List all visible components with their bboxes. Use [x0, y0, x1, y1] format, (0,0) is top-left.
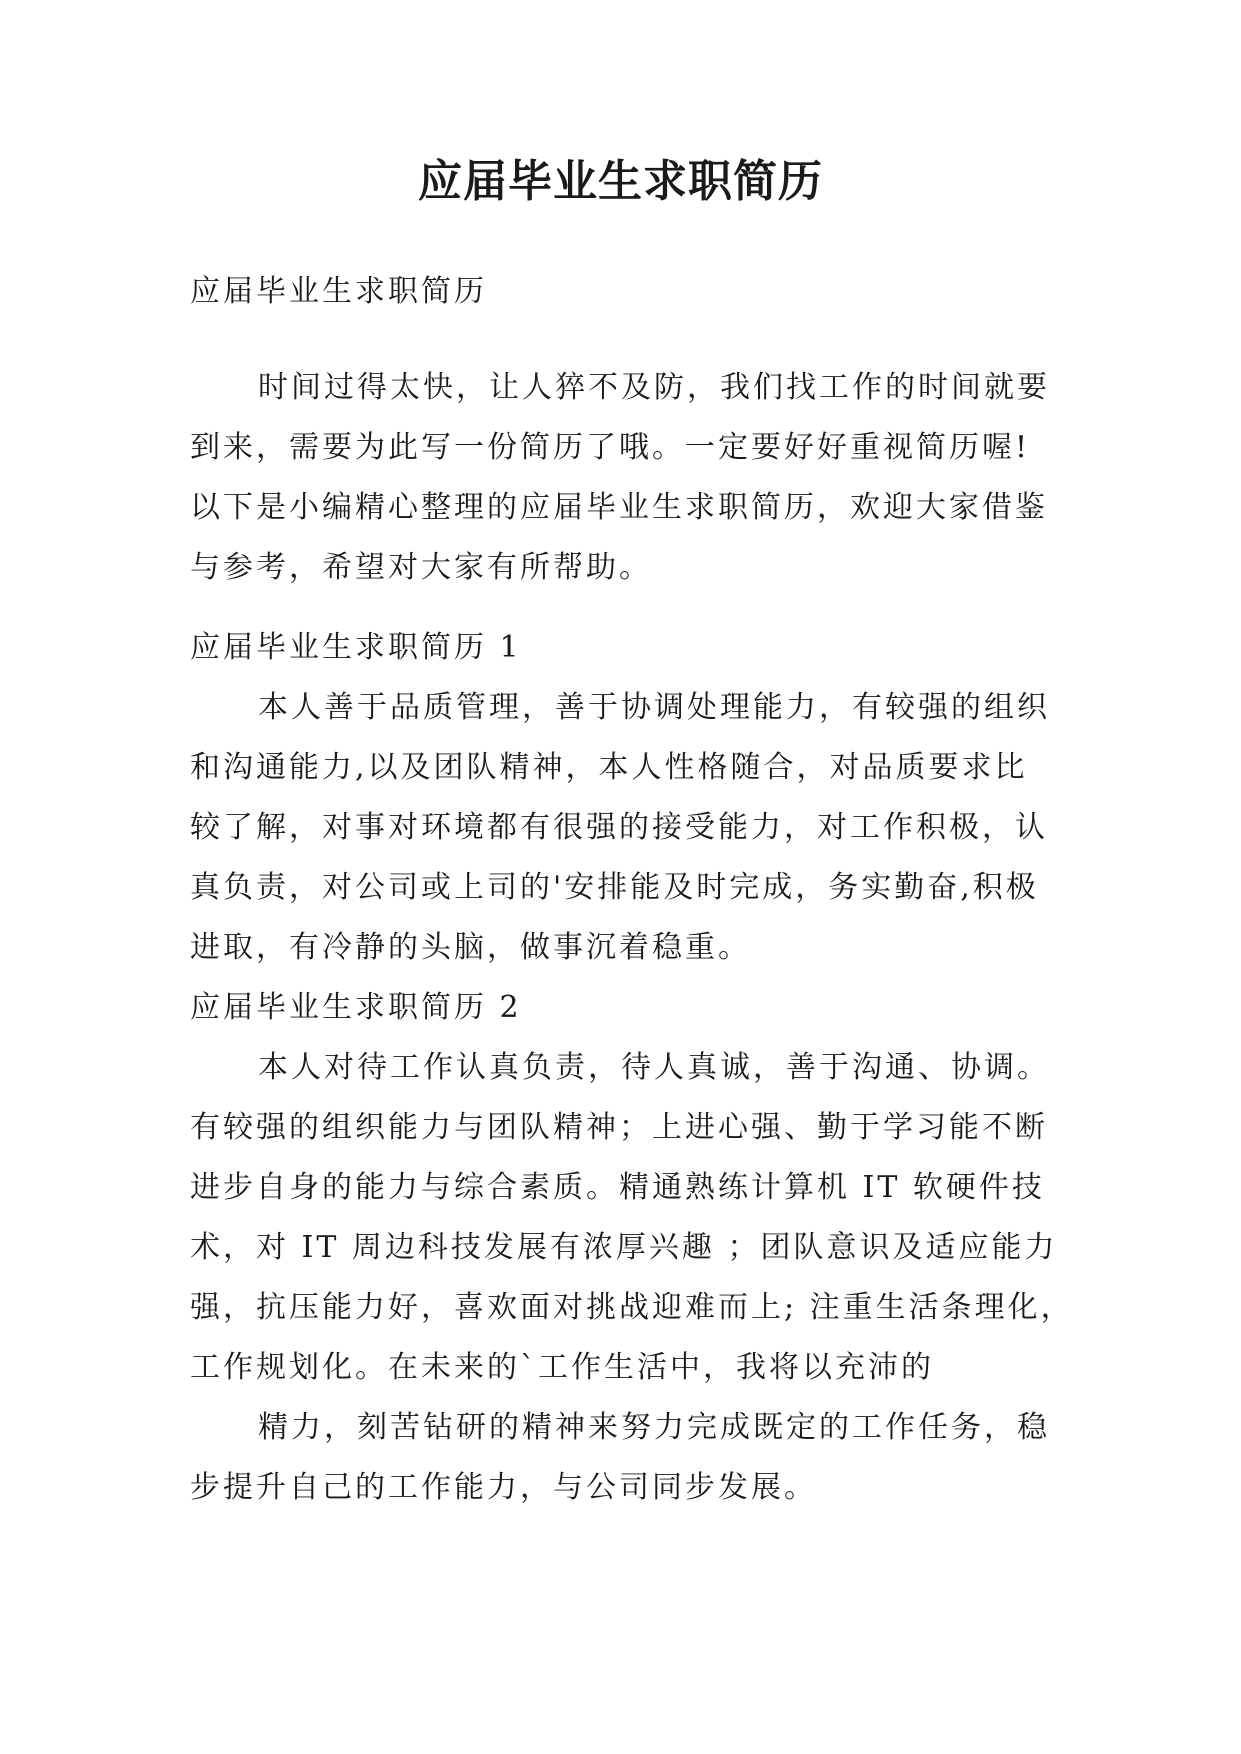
section-1-line: 和沟通能力,以及团队精神，本人性格随合，对品质要求比: [190, 750, 1028, 785]
intro-line: 时间过得太快，让人猝不及防，我们找工作的时间就要: [258, 370, 1050, 405]
section-2-continuation-line: 步提升自己的工作能力，与公司同步发展。: [190, 1470, 817, 1505]
section-2-line: 强，抗压能力好，喜欢面对挑战迎难而上; 注重生活条理化，: [190, 1290, 1074, 1325]
section-1-line: 较了解，对事对环境都有很强的接受能力，对工作积极，认: [190, 810, 1048, 845]
section-1-line: 进取，有冷静的头脑，做事沉着稳重。: [190, 930, 751, 965]
subtitle-text: 应届毕业生求职简历: [190, 274, 487, 309]
section-1-line: 本人善于品质管理，善于协调处理能力，有较强的组织: [258, 690, 1050, 725]
intro-paragraph: [190, 358, 1050, 598]
section-1-heading: 应届毕业生求职简历 1: [190, 630, 522, 665]
intro-line: 以下是小编精心整理的应届毕业生求职简历，欢迎大家借鉴: [190, 490, 1048, 525]
section-2-heading: 应届毕业生求职简历 2: [190, 990, 522, 1025]
section-2-line: 进步自身的能力与综合素质。精通熟练计算机 IT 软硬件技: [190, 1170, 1045, 1205]
section-2-line: 本人对待工作认真负责，待人真诚，善于沟通、协调。: [258, 1050, 1050, 1085]
intro-line: 与参考，希望对大家有所帮助。: [190, 550, 652, 585]
section-2-line: 术，对 IT 周边科技发展有浓厚兴趣 ；团队意识及适应能力: [190, 1230, 1058, 1265]
document-subtitle: [190, 262, 1050, 322]
section-1: [190, 618, 1050, 978]
section-2-line: 有较强的组织能力与团队精神；上进心强、勤于学习能不断: [190, 1110, 1048, 1145]
intro-line: 到来，需要为此写一份简历了哦。一定要好好重视简历喔!: [190, 430, 1031, 465]
section-2-continuation-line: 精力，刻苦钻研的精神来努力完成既定的工作任务，稳: [258, 1410, 1050, 1445]
section-2: [190, 978, 1074, 1518]
section-1-line: 真负责，对公司或上司的'安排能及时完成，务实勤奋,积极: [190, 870, 1039, 905]
document-title: 应届毕业生求职简历: [418, 156, 823, 207]
section-2-line: 工作规划化。在未来的`工作生活中，我将以充沛的: [190, 1350, 934, 1385]
